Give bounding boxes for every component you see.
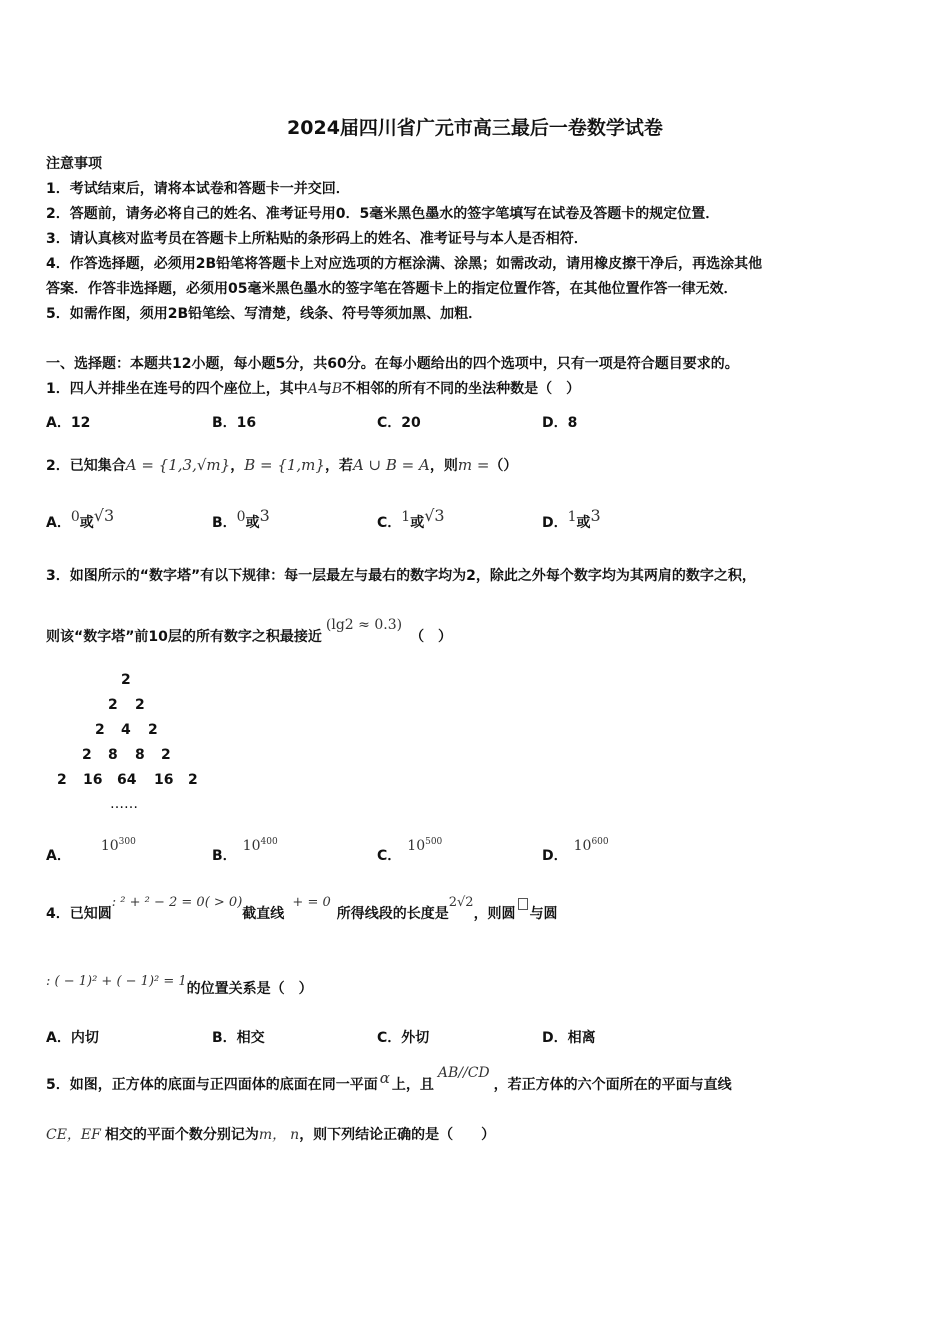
tower-ellipsis: …… (110, 796, 138, 812)
q1-var-b: B (331, 381, 343, 397)
q1-text: 1．四人并排坐在连号的四个座位上，其中 (46, 381, 308, 397)
q2-set-a: A = {1,3,√m} (125, 456, 231, 474)
q4-text: 与圆 (529, 906, 558, 922)
q1-option-d[interactable]: D．8 (542, 415, 578, 431)
q4-text: 所得线段的长度是 (336, 906, 449, 922)
option-base: 10 (573, 838, 592, 854)
q2-text: ，若 (324, 458, 353, 474)
tower-cell: 8 (135, 747, 145, 763)
q3-hint: (lg2 ≈ 0.3) (325, 617, 403, 633)
option-value: √3 (424, 506, 445, 525)
q1-text: 不相邻的所有不同的坐法种数是（ ） (342, 381, 581, 397)
tower-cell: 2 (148, 722, 158, 738)
option-exponent: 600 (591, 837, 609, 847)
tower-cell: 64 (117, 772, 137, 788)
q1-var-a: A (307, 381, 318, 397)
q2-option-d[interactable] (542, 506, 601, 532)
option-value: 3 (590, 506, 601, 525)
q4-option-d[interactable]: D．相离 (542, 1030, 596, 1046)
option-label: D． (542, 515, 568, 531)
tower-cell: 2 (57, 772, 67, 788)
q2-set-b: B = {1,m} (244, 456, 325, 474)
option-label: A． (46, 848, 71, 864)
q4-text: 4．已知圆 (46, 906, 112, 922)
q4-length: 2√2 (448, 895, 474, 910)
notes-heading: 注意事项 (46, 156, 102, 172)
note-item: 4．作答选择题，必须用2B铅笔将答题卡上对应选项的方框涂满、涂黑；如需改动，请用橡皮擦干净后，再选涂其他 (46, 256, 763, 272)
option-or: 或 (79, 515, 94, 531)
note-item: 5．如需作图，须用2B铅笔绘、写清楚，线条、符号等须加黑、加粗． (46, 306, 483, 322)
q4-text: ，则圆 (473, 906, 516, 922)
section-heading: 一、选择题：本题共12小题，每小题5分，共60分。在每小题给出的四个选项中，只有一项是符合题目要求的。 (46, 356, 739, 372)
q5-text: 上，且 (391, 1077, 434, 1093)
q5-var-m: m， (258, 1127, 287, 1143)
option-value: √3 (93, 506, 115, 525)
q1-option-b[interactable]: B．16 (212, 415, 257, 431)
option-base: 10 (407, 838, 426, 854)
option-label: A． (46, 515, 71, 531)
tower-cell: 2 (82, 747, 92, 763)
q3-text: 则该“数字塔”前10层的所有数字之积最接近 (46, 629, 322, 645)
q4-placeholder-symbol (518, 898, 528, 910)
q4-option-a[interactable]: A．内切 (46, 1030, 99, 1046)
tower-cell: 4 (121, 722, 131, 738)
option-or: 或 (410, 515, 425, 531)
question-3-line-2 (46, 617, 453, 646)
option-label: C． (377, 515, 402, 531)
question-5-line-2 (46, 1124, 495, 1144)
q3-option-b[interactable] (212, 837, 278, 865)
note-item: 1．考试结束后，请将本试卷和答题卡一并交回． (46, 181, 350, 197)
option-base: 10 (100, 838, 119, 854)
question-2 (46, 455, 517, 475)
tower-cell: 2 (108, 697, 118, 713)
q5-lines: CE，EF (46, 1127, 101, 1143)
q2-option-a[interactable] (46, 506, 115, 532)
q2-text: ， (230, 458, 245, 474)
q2-var-m: m = (457, 456, 490, 474)
q2-text: ，则 (429, 458, 458, 474)
q3-option-d[interactable] (542, 837, 609, 865)
q5-alpha: α (379, 1069, 390, 1087)
option-label: D． (542, 848, 568, 864)
option-exponent: 300 (118, 837, 136, 847)
q4-circle-equation: : ² + ² − 2 = 0( > 0) (111, 895, 243, 910)
option-value: 1 (567, 509, 577, 525)
tower-cell: 2 (95, 722, 105, 738)
q5-text: 相交的平面个数分别记为 (104, 1127, 259, 1143)
option-value: 1 (401, 509, 411, 525)
q4-text: 截直线 (242, 906, 285, 922)
note-item: 3．请认真核对监考员在答题卡上所粘贴的条形码上的姓名、准考证号与本人是否相符． (46, 231, 588, 247)
option-or: 或 (245, 515, 260, 531)
q4-line-equation: + = 0 (288, 895, 331, 910)
q2-condition: A ∪ B = A (352, 456, 430, 474)
q1-text: 与 (317, 381, 332, 397)
q2-option-b[interactable] (212, 506, 270, 532)
q2-option-c[interactable] (377, 506, 445, 532)
tower-cell: 8 (108, 747, 118, 763)
q4-circle2-equation: : ( − 1)² + ( − 1)² = 1 (46, 974, 187, 989)
q4-option-c[interactable]: C．外切 (377, 1030, 430, 1046)
q2-text: （） (489, 458, 518, 474)
option-value: 3 (259, 506, 270, 525)
q4-text: 的位置关系是（ ） (186, 981, 313, 997)
option-or: 或 (576, 515, 591, 531)
option-label: B． (212, 515, 237, 531)
q4-option-b[interactable]: B．相交 (212, 1030, 265, 1046)
option-base: 10 (242, 838, 261, 854)
tower-cell: 2 (188, 772, 198, 788)
q2-text: 2．已知集合 (46, 458, 126, 474)
question-4-line-1 (46, 895, 558, 923)
option-exponent: 500 (425, 837, 443, 847)
question-3-line-1: 3．如图所示的“数字塔”有以下规律：每一层最左与最右的数字均为2，除此之外每个数字均为其两肩的数字之积， (46, 568, 756, 584)
q5-text: ，若正方体的六个面所在的平面与直线 (493, 1077, 732, 1093)
tower-cell: 2 (161, 747, 171, 763)
option-value: 0 (70, 509, 80, 525)
q5-text: 5．如图，正方体的底面与正四面体的底面在同一平面 (46, 1077, 378, 1093)
tower-cell: 2 (135, 697, 145, 713)
question-4-line-2 (46, 974, 313, 998)
tower-cell: 16 (154, 772, 174, 788)
option-label: C． (377, 848, 402, 864)
tower-cell: 2 (121, 672, 131, 688)
note-item: 2．答题前，请务必将自己的姓名、准考证号用0．5毫米黑色墨水的签字笔填写在试卷及答题卡的规定位置． (46, 206, 720, 222)
option-label: B． (212, 848, 237, 864)
q3-text: （ ） (410, 629, 453, 645)
q5-parallel: AB//CD (437, 1065, 490, 1081)
page-title: 2024届四川省广元市高三最后一卷数学试卷 (287, 117, 663, 139)
q3-option-a[interactable] (46, 837, 136, 865)
tower-cell: 16 (83, 772, 103, 788)
q1-option-c[interactable]: C．20 (377, 415, 421, 431)
question-5-line-1 (46, 1065, 732, 1094)
question-1 (46, 378, 580, 398)
q3-option-c[interactable] (377, 837, 443, 865)
q5-text: ，则下列结论正确的是（ ） (299, 1127, 496, 1143)
option-exponent: 400 (260, 837, 278, 847)
note-item: 答案．作答非选择题，必须用05毫米黑色墨水的签字笔在答题卡上的指定位置作答，在其他位置作答一律无效． (46, 281, 738, 297)
q5-var-n: n (290, 1127, 300, 1143)
option-value: 0 (236, 509, 246, 525)
q1-option-a[interactable]: A．12 (46, 415, 91, 431)
